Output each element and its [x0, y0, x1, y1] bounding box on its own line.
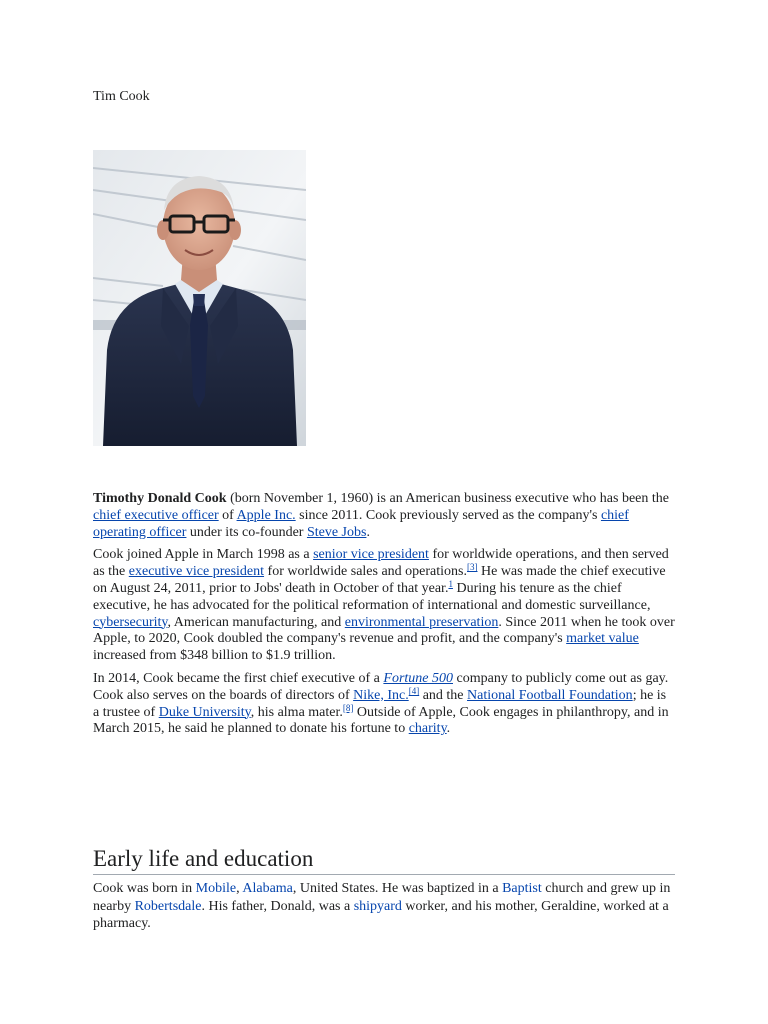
link-environmental-preservation[interactable]: environmental preservation	[344, 614, 499, 630]
link-baptist[interactable]: Baptist	[502, 881, 542, 896]
portrait-photo	[93, 150, 306, 446]
link-steve-jobs[interactable]: Steve Jobs	[306, 524, 367, 540]
link-charity[interactable]: charity	[408, 721, 447, 737]
text: church and grew up in nearby	[93, 881, 671, 914]
text: under its co-founder	[186, 524, 307, 540]
section-heading-early-life: Early life and education	[93, 845, 675, 875]
text: ,	[236, 881, 243, 896]
citation-1[interactable]: 1	[448, 578, 453, 589]
text: worker, and his mother, Geraldine, worked at a pharmacy.	[93, 898, 669, 931]
link-mobile[interactable]: Mobile	[195, 881, 237, 896]
text: for worldwide sales and operations.	[264, 564, 467, 580]
lead-paragraph-1	[93, 491, 675, 541]
link-senior-vice-president[interactable]: senior vice president	[313, 547, 429, 563]
early-life-paragraph	[93, 880, 675, 933]
citation-8[interactable]: [8]	[342, 702, 354, 713]
text: and the	[419, 687, 468, 703]
link-alabama[interactable]: Alabama	[242, 881, 293, 896]
lead-section	[93, 491, 675, 744]
page-title: Tim Cook	[93, 89, 150, 104]
text: company to publicly come out as gay. Cook also serves on the boards of directors of	[93, 670, 669, 703]
text: . His father, Donald, was a	[201, 898, 354, 914]
text: increased from $348 billion to $1.9 trillion.	[93, 648, 336, 664]
lead-paragraph-2	[93, 547, 675, 665]
text: During his tenure as the chief executive, he has advocated for the political reformation of international and domestic surveillance,	[93, 580, 651, 613]
link-robertsdale[interactable]: Robertsdale	[134, 898, 202, 914]
citation-4[interactable]: [4]	[408, 685, 420, 696]
text: Outside of Apple, Cook engages in philanthropy, and in March 2015, he said he planned to donate his fortune to	[93, 704, 669, 737]
subject-name: Timothy Donald Cook	[93, 491, 227, 506]
lead-paragraph-3	[93, 671, 675, 738]
text: of	[218, 507, 237, 523]
link-market-value[interactable]: market value	[566, 631, 639, 647]
text: since 2011. Cook previously served as the company's	[295, 507, 601, 523]
text: Cook joined Apple in March 1998 as a	[93, 547, 314, 563]
text: , his alma mater.	[250, 704, 343, 720]
link-nike-inc[interactable]: Nike, Inc.	[353, 687, 409, 703]
text: for worldwide operations, and then served as the	[93, 547, 669, 580]
text: (born November 1, 1960) is an American business executive who has been the	[226, 491, 669, 506]
text: , United States. He was baptized in a	[292, 881, 503, 896]
link-executive-vice-president[interactable]: executive vice president	[128, 564, 265, 580]
text: Cook was born in	[93, 881, 196, 896]
link-shipyard[interactable]: shipyard	[353, 898, 402, 914]
text: ; he is a trustee of	[93, 687, 667, 720]
link-national-football-foundation[interactable]: National Football Foundation	[467, 687, 633, 703]
text: , American manufacturing, and	[167, 614, 345, 630]
text: .	[446, 721, 451, 737]
link-duke-university[interactable]: Duke University	[158, 704, 251, 720]
link-chief-operating-officer[interactable]: chief operating officer	[93, 507, 629, 540]
text: He was made the chief executive on August 24, 2011, prior to Jobs' death in October of that year.	[93, 564, 666, 596]
link-fortune-500[interactable]	[383, 671, 453, 686]
link-chief-executive-officer[interactable]: chief executive officer	[93, 507, 219, 523]
text: In 2014, Cook became the first chief executive of a	[93, 670, 384, 686]
link-cybersecurity[interactable]: cybersecurity	[93, 614, 168, 630]
text: .	[366, 524, 370, 540]
link-apple-inc[interactable]: Apple Inc.	[236, 507, 296, 523]
link-fortune-500-label: Fortune 500	[383, 670, 453, 686]
citation-3[interactable]: [3]	[467, 562, 478, 573]
text: . Since 2011 when he took over Apple, to 2020, Cook doubled the company's revenue and profit, and the company's	[93, 614, 675, 647]
